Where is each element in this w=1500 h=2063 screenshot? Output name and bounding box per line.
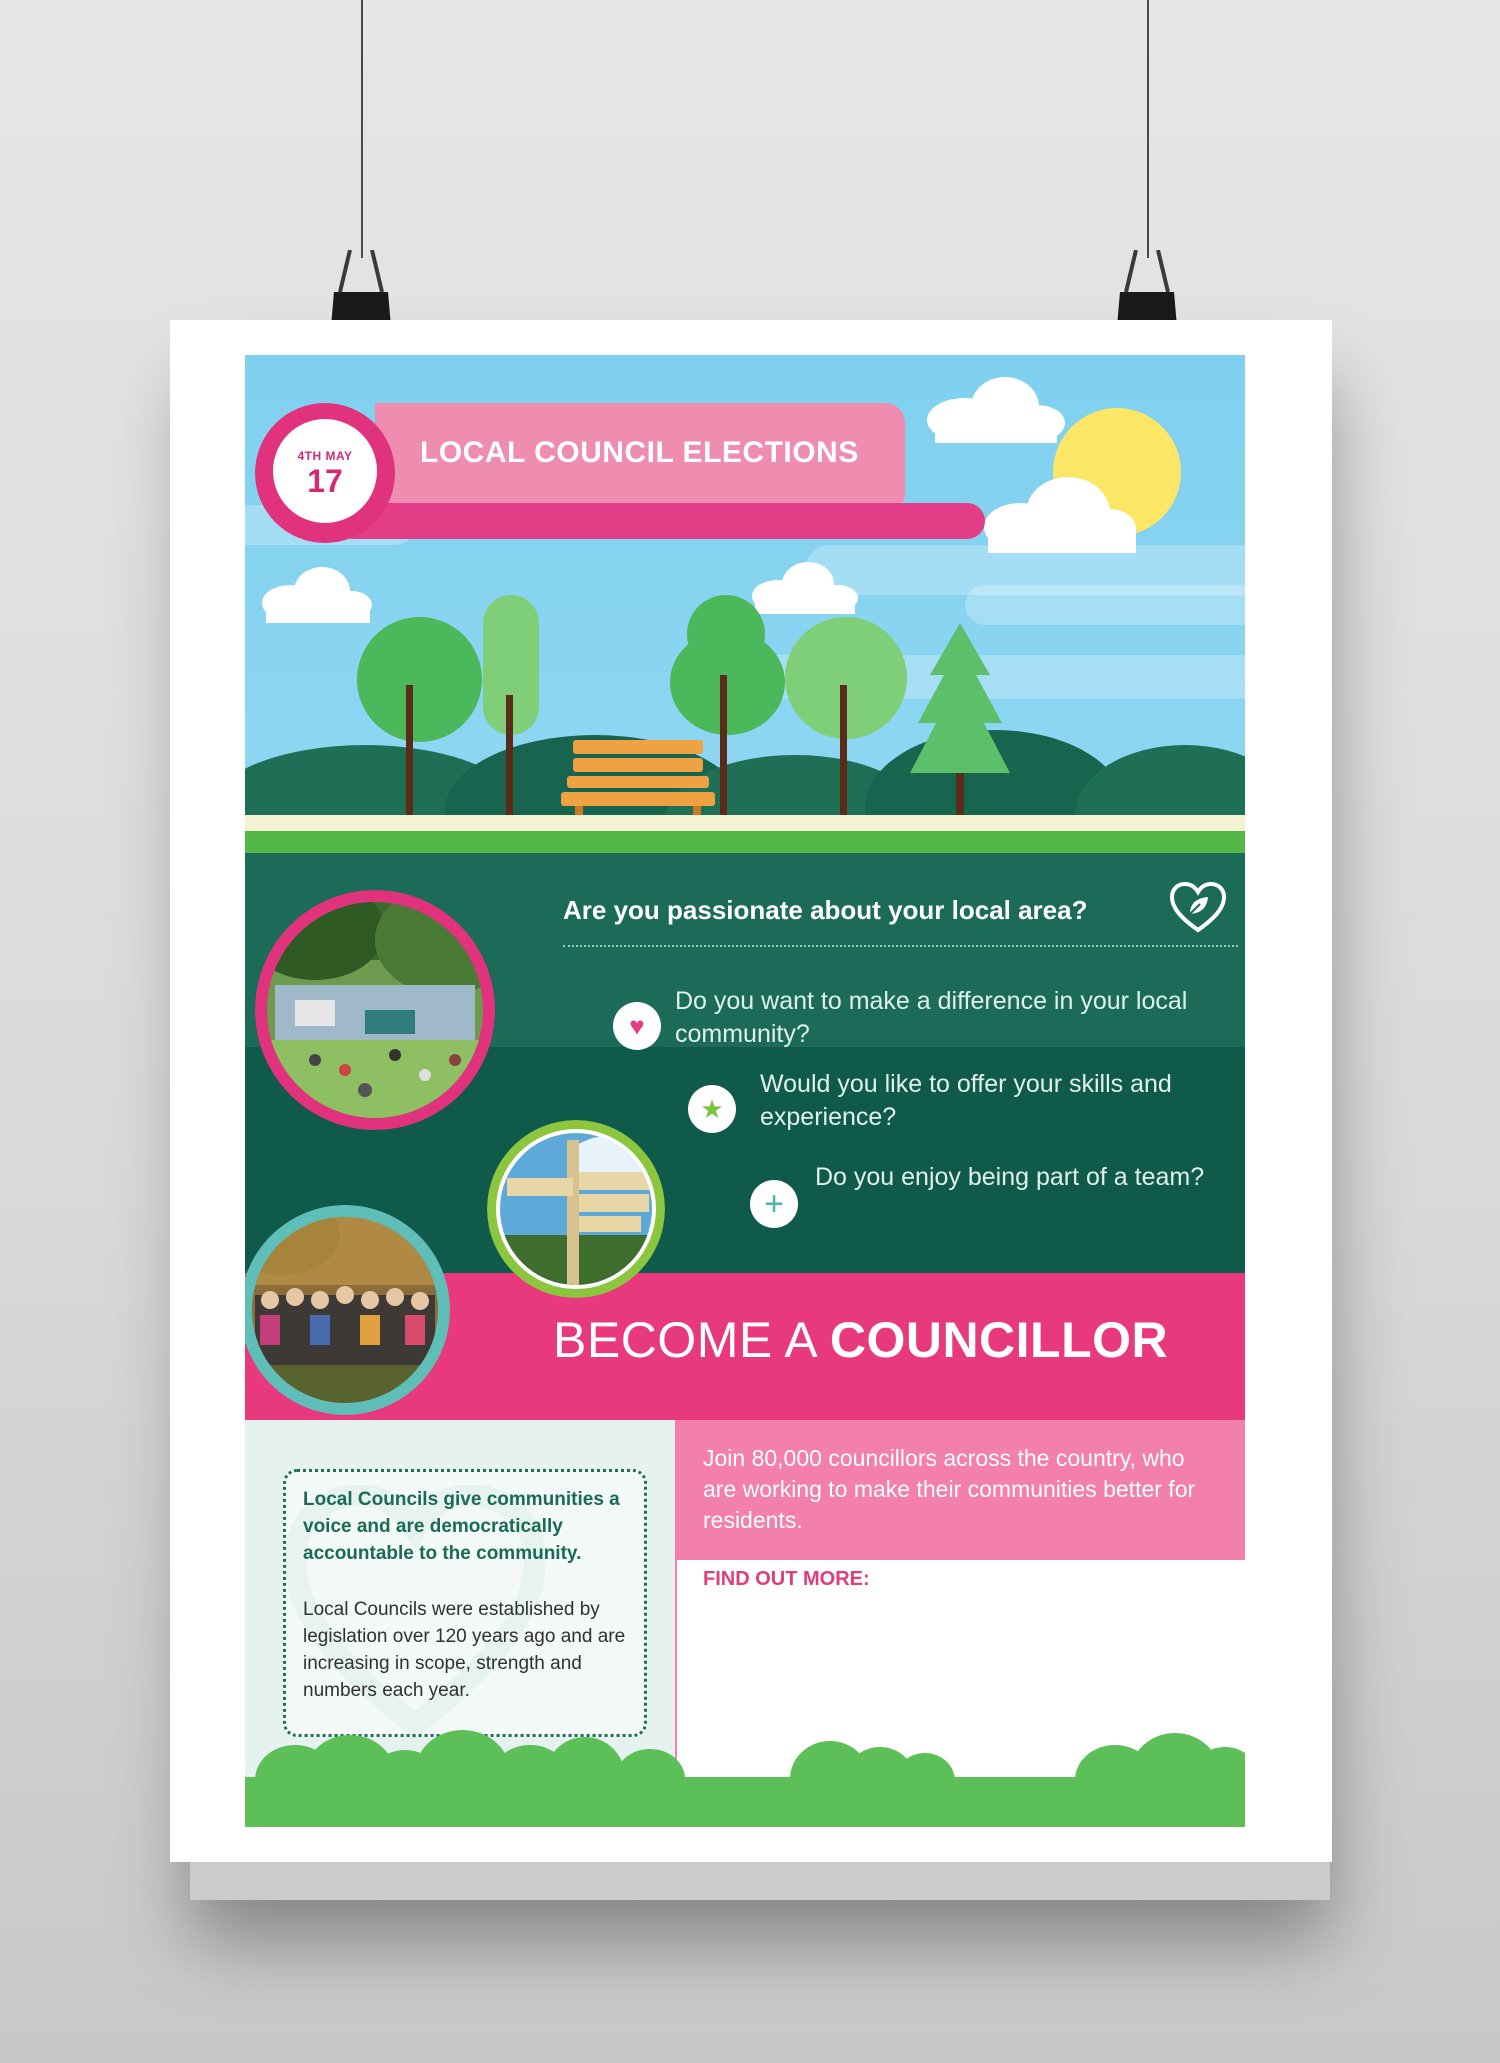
bench-slat — [561, 792, 715, 806]
cloud-icon — [260, 565, 375, 625]
date-badge-inner — [273, 419, 377, 523]
path-strip — [245, 815, 1245, 831]
date-day: 17 — [307, 463, 343, 499]
cta-emphasis: COUNCILLOR — [829, 1312, 1169, 1368]
cloud-icon — [980, 475, 1140, 555]
tree-trunk — [406, 685, 413, 815]
tree-trunk — [840, 685, 847, 815]
star-icon: ★ — [688, 1085, 736, 1133]
group-photo — [245, 1205, 450, 1415]
cta-heading — [553, 1311, 1168, 1369]
dotted-divider — [563, 945, 1238, 947]
find-out-more-label: FIND OUT MORE: — [703, 1568, 870, 1590]
poster-artwork — [245, 355, 1245, 1827]
date-badge — [255, 403, 395, 543]
plus-icon: + — [750, 1180, 798, 1228]
bench-slat — [567, 776, 709, 788]
join-text: Join 80,000 councillors across the country, who are working to make their communities better for residents. — [703, 1445, 1196, 1533]
heart-icon: ♥ — [613, 1002, 661, 1050]
cloud-icon — [750, 560, 860, 615]
pine-tree-icon — [910, 623, 1010, 819]
title-banner-underbar — [335, 503, 985, 539]
poster-title: LOCAL COUNCIL ELECTIONS — [420, 436, 859, 469]
tree-crown — [670, 630, 785, 735]
title-banner — [255, 403, 985, 551]
question-item: Would you like to offer your skills and experience? — [760, 1070, 1172, 1131]
question-heading: Are you passionate about your local area? — [563, 895, 1088, 925]
bench-slat — [573, 758, 703, 772]
cta-prefix: BECOME A — [553, 1312, 816, 1368]
hanging-wire-left — [361, 0, 363, 258]
bench-slat — [573, 740, 703, 754]
question-item: Do you want to make a difference in your local community? — [675, 987, 1188, 1048]
tree-trunk — [506, 695, 513, 815]
ground-strip — [245, 1777, 1245, 1827]
sky-stripe — [965, 585, 1245, 625]
info-highlight: Local Councils give communities a voice and are democratically accountable to the community. — [303, 1489, 620, 1564]
grass-strip — [245, 831, 1245, 853]
hanging-wire-right — [1147, 0, 1149, 258]
info-body: Local Councils were established by legislation over 120 years ago and are increasing in scope, strength and numbers each year. — [303, 1599, 626, 1701]
tree-trunk — [720, 675, 727, 815]
date-month: 4TH MAY — [297, 449, 353, 463]
event-crowd-photo — [255, 890, 495, 1130]
heart-leaf-icon — [1170, 882, 1226, 934]
tree-crown — [357, 617, 482, 742]
question-item: Do you enjoy being part of a team? — [815, 1163, 1205, 1191]
signpost-photo — [487, 1120, 665, 1298]
